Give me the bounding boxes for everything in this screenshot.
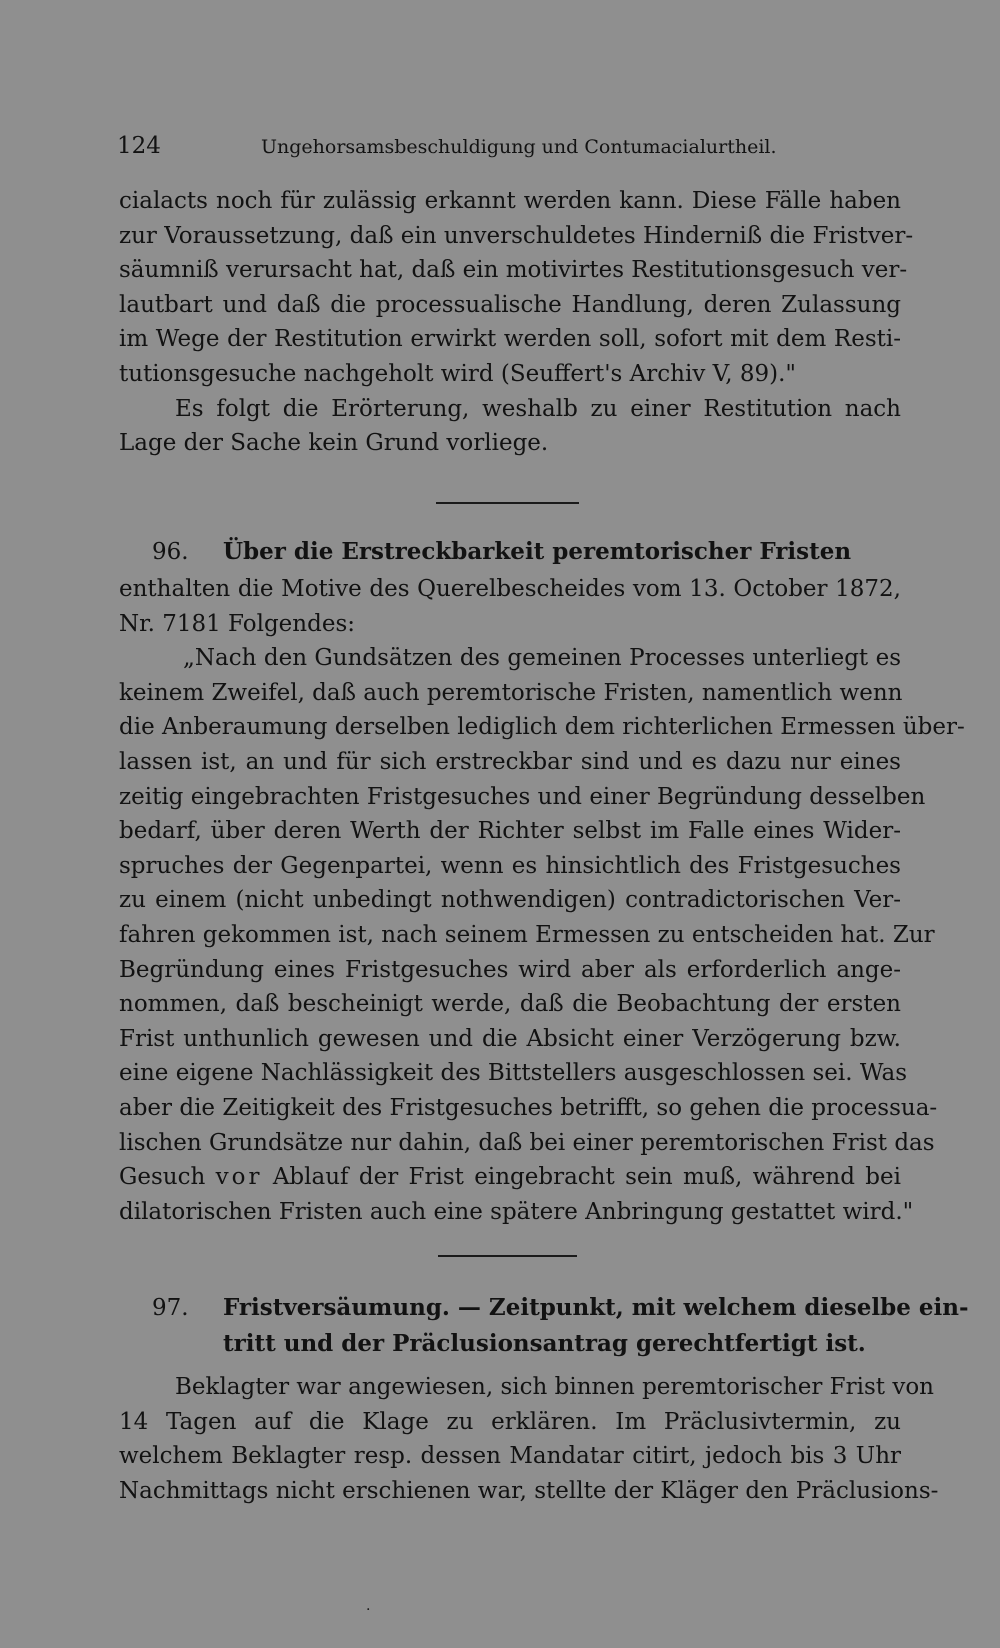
text-line: säumniß verursacht hat, daß ein motivirtes Restitutionsgesuch ver- — [119, 257, 908, 284]
page-header — [117, 133, 877, 167]
section-97-heading — [152, 1290, 969, 1362]
text-line: dilatorischen Fristen auch eine spätere Anbringung gestattet wird." — [119, 1198, 914, 1225]
section-96-heading — [152, 534, 902, 570]
section-number: 97. — [152, 1295, 189, 1321]
text-line: nommen, daß bescheinigt werde, daß die Beobachtung der ersten — [119, 991, 901, 1018]
section-97-body — [119, 1370, 939, 1508]
text-line: enthalten die Motive des Querelbescheides vom 13. October 1872, — [119, 576, 901, 602]
paragraph-continuation — [119, 184, 914, 461]
text-line: zur Voraussetzung, daß ein unverschuldetes Hinderniß die Fristver- — [119, 222, 914, 249]
section-96-body — [119, 572, 965, 1229]
text-line: zeitig eingebrachten Fristgesuches und einer Begründung desselben — [119, 783, 926, 810]
text-line: aber die Zeitigkeit des Fristgesuches betrifft, so gehen die processua- — [119, 1094, 938, 1121]
text-line: „Nach den Gundsätzen des gemeinen Processes unterliegt es — [183, 645, 901, 672]
running-title: Ungehorsamsbeschuldigung und Contumacialurtheil. — [261, 136, 777, 158]
text-line: Beklagter war angewiesen, sich binnen peremtorischer Frist von — [175, 1374, 934, 1400]
text-line: die Anberaumung derselben lediglich dem richterlichen Ermessen über- — [119, 714, 965, 741]
text-line: spruches der Gegenpartei, wenn es hinsichtlich des Fristgesuches — [119, 852, 901, 879]
text-line: lassen ist, an und für sich erstreckbar sind und es dazu nur eines — [119, 748, 901, 775]
text-line: zu einem (nicht unbedingt nothwendigen) contradictorischen Ver- — [119, 887, 901, 914]
text-line: welchem Beklagter resp. dessen Mandatar citirt, jedoch bis 3 Uhr — [119, 1443, 901, 1470]
section-title: Über die Erstreckbarkeit peremtorischer Fristen — [223, 538, 852, 565]
text-line: tutionsgesuche nachgeholt wird (Seuffert's Archiv V, 89)." — [119, 360, 796, 387]
text-line: cialacts noch für zulässig erkannt werden kann. Diese Fälle haben — [119, 188, 901, 214]
text-line: Nr. 7181 Folgendes: — [119, 610, 355, 637]
text-line: eine eigene Nachlässigkeit des Bittstellers ausgeschlossen sei. Was — [119, 1060, 908, 1087]
text-run: Gesuch — [119, 1164, 216, 1191]
page-number: 124 — [117, 133, 161, 159]
footer-mark: . — [366, 1598, 371, 1614]
text-run: Ablauf der Frist eingebracht sein muß, während bei — [262, 1164, 901, 1191]
emphasized-word: vor — [215, 1164, 263, 1191]
text-line: Nachmittags nicht erschienen war, stellte der Kläger den Präclusions- — [119, 1477, 939, 1504]
section-title-line: tritt und der Präclusionsantrag gerechtfertigt ist. — [223, 1330, 866, 1357]
text-line: keinem Zweifel, daß auch peremtorische Fristen, namentlich wenn — [119, 679, 903, 706]
text-line: 14 Tagen auf die Klage zu erklären. Im Präclusivtermin, zu — [119, 1408, 901, 1435]
text-line: bedarf, über deren Werth der Richter selbst im Falle eines Wider- — [119, 818, 901, 845]
text-line: lautbart und daß die processualische Handlung, deren Zulassung — [119, 291, 901, 318]
section-divider — [436, 502, 579, 504]
section-divider — [438, 1255, 577, 1257]
text-line: Es folgt die Erörterung, weshalb zu einer Restitution nach — [175, 395, 901, 422]
text-line: im Wege der Restitution erwirkt werden soll, sofort mit dem Resti- — [119, 326, 901, 353]
text-line: lischen Grundsätze nur dahin, daß bei einer peremtorischen Frist das — [119, 1129, 935, 1156]
section-title-line: Fristversäumung. — Zeitpunkt, mit welchem dieselbe ein- — [223, 1294, 969, 1321]
text-line: Lage der Sache kein Grund vorliege. — [119, 430, 549, 457]
text-line: Frist unthunlich gewesen und die Absicht einer Verzögerung bzw. — [119, 1025, 901, 1052]
text-line: Begründung eines Fristgesuches wird aber als erforderlich ange- — [119, 956, 901, 983]
text-line — [119, 1160, 901, 1195]
section-number: 96. — [152, 539, 189, 565]
text-line: fahren gekommen ist, nach seinem Ermessen zu entscheiden hat. Zur — [119, 921, 935, 948]
